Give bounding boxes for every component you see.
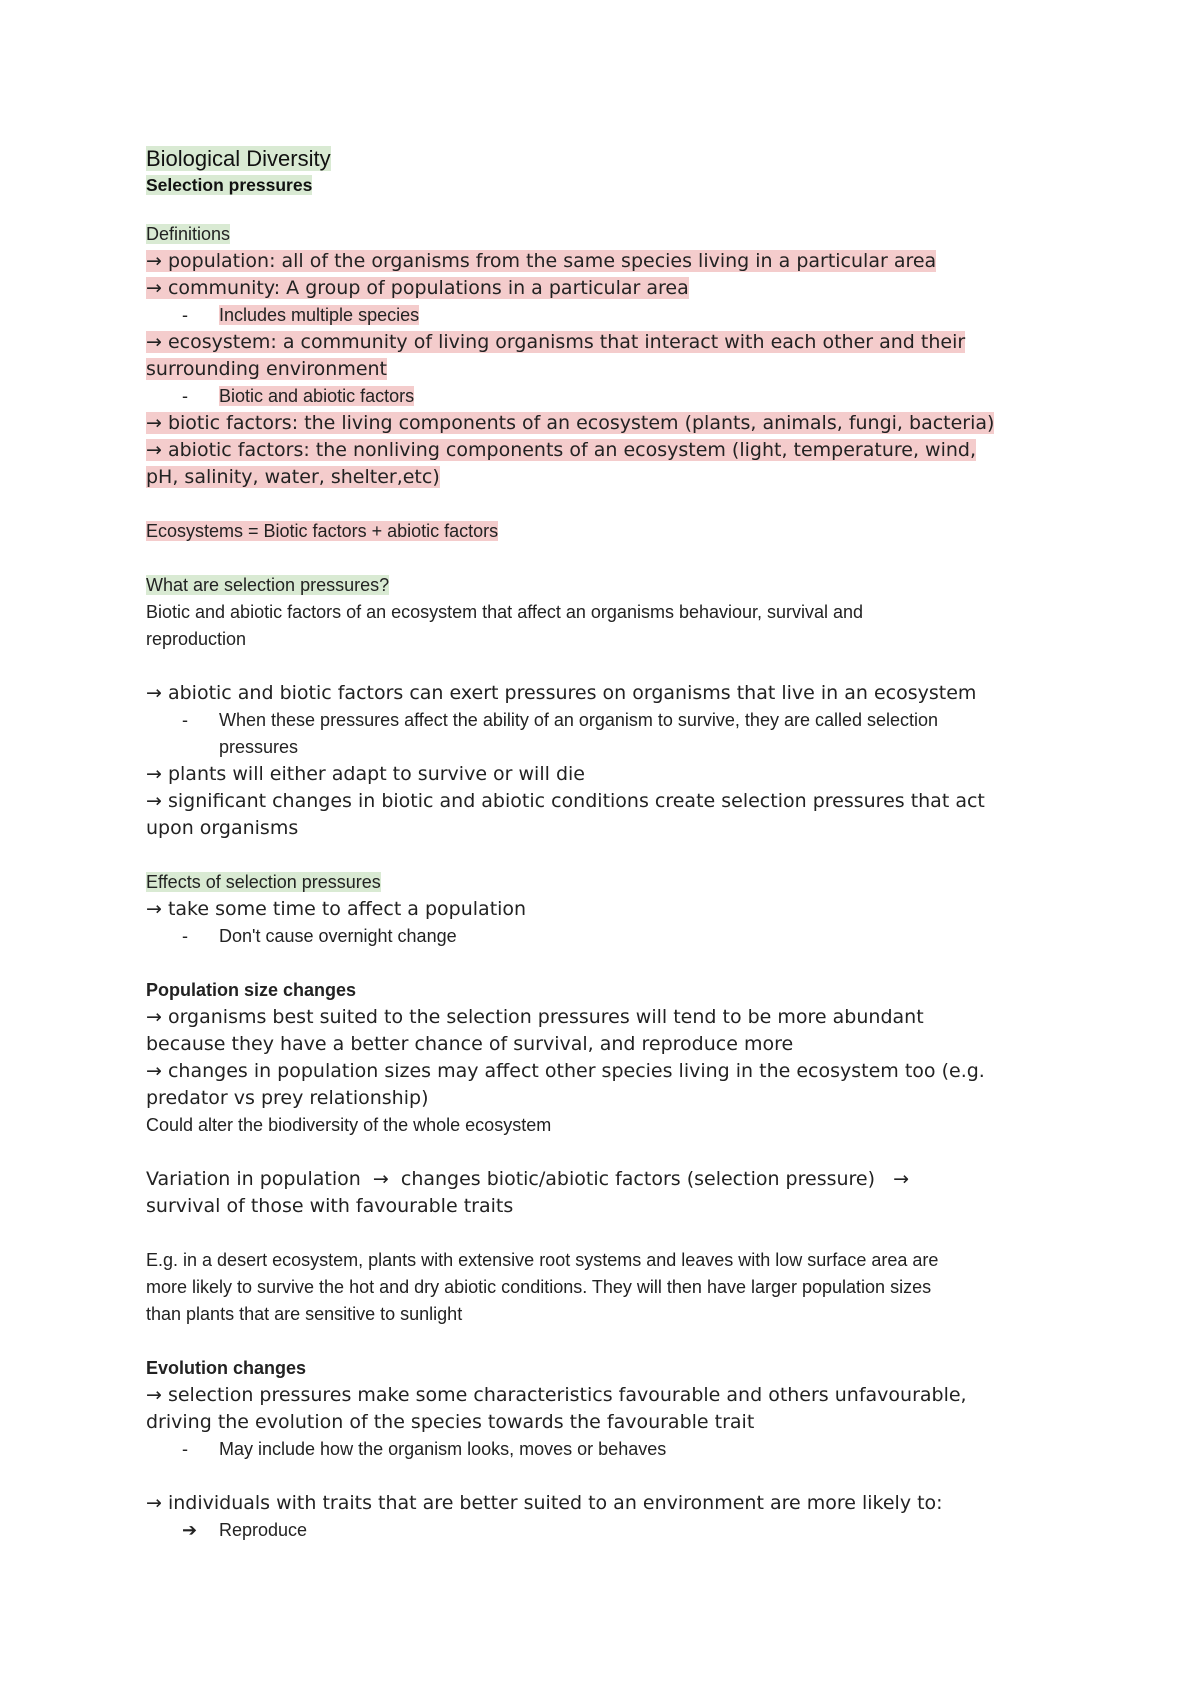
effects-time: → take some time to affect a population [146, 898, 527, 920]
significant-line-cont: upon organisms [146, 817, 299, 839]
variation-line-cont: survival of those with favourable traits [146, 1195, 514, 1217]
document-title: Biological Diversity [146, 146, 331, 171]
dash-marker: - [182, 1439, 188, 1459]
what-text-cont: reproduction [146, 629, 247, 649]
dash-marker: - [182, 305, 188, 325]
individuals-line: → individuals with traits that are better suited to an environment are more likely to: [146, 1492, 943, 1514]
section-title: Selection pressures [146, 175, 313, 195]
ecosystems-equation: Ecosystems = Biotic factors + abiotic factors [146, 521, 499, 541]
popsize-heading: Population size changes [146, 980, 357, 1000]
example-line: E.g. in a desert ecosystem, plants with extensive root systems and leaves with low surface area are [146, 1250, 939, 1270]
arrow-list-item: ➔ Reproduce [146, 1517, 1066, 1544]
what-text: Biotic and abiotic factors of an ecosystem that affect an organisms behaviour, survival and [146, 602, 864, 622]
document-page [146, 145, 1066, 1544]
def-abiotic-cont: pH, salinity, water, shelter,etc) [146, 466, 440, 488]
popsize-line: → organisms best suited to the selection pressures will tend to be more abundant [146, 1006, 924, 1028]
significant-line: → significant changes in biotic and abiotic conditions create selection pressures that act [146, 790, 985, 812]
definitions-heading: Definitions [146, 224, 231, 244]
bullet-item: - When these pressures affect the ability of an organism to survive, they are called selection [146, 707, 1066, 734]
example-line: than plants that are sensitive to sunlight [146, 1304, 463, 1324]
def-population: → population: all of the organisms from the same species living in a particular area [146, 250, 937, 272]
bullet-item: - Biotic and abiotic factors [146, 383, 1066, 410]
variation-line: Variation in population → changes biotic/abiotic factors (selection pressure) → [146, 1168, 910, 1190]
def-biotic: → biotic factors: the living components of an ecosystem (plants, animals, fungi, bacteria) [146, 412, 995, 434]
exert-line: → abiotic and biotic factors can exert pressures on organisms that live in an ecosystem [146, 682, 977, 704]
bullet-item: - Includes multiple species [146, 302, 1066, 329]
def-community: → community: A group of populations in a particular area [146, 277, 689, 299]
example-line: more likely to survive the hot and dry abiotic conditions. They will then have larger population sizes [146, 1277, 932, 1297]
bullet-item: - May include how the organism looks, moves or behaves [146, 1436, 1066, 1463]
bullet-item: - Don't cause overnight change [146, 923, 1066, 950]
adapt-line: → plants will either adapt to survive or will die [146, 763, 585, 785]
popsize-line-cont: because they have a better chance of survival, and reproduce more [146, 1033, 794, 1055]
effects-heading: Effects of selection pressures [146, 872, 381, 892]
arrow-bullet-icon: ➔ [182, 1520, 198, 1540]
evolution-line-cont: driving the evolution of the species towards the favourable trait [146, 1411, 755, 1433]
bullet-item-cont: pressures [219, 737, 299, 757]
popsize-note: Could alter the biodiversity of the whole ecosystem [146, 1115, 552, 1135]
dash-marker: - [182, 710, 188, 730]
def-abiotic: → abiotic factors: the nonliving components of an ecosystem (light, temperature, wind, [146, 439, 976, 461]
dash-marker: - [182, 386, 188, 406]
def-ecosystem-cont: surrounding environment [146, 358, 388, 380]
def-ecosystem: → ecosystem: a community of living organisms that interact with each other and their [146, 331, 966, 353]
popsize-line-cont: predator vs prey relationship) [146, 1087, 429, 1109]
evolution-line: → selection pressures make some characteristics favourable and others unfavourable, [146, 1384, 967, 1406]
what-heading: What are selection pressures? [146, 575, 390, 595]
popsize-line: → changes in population sizes may affect other species living in the ecosystem too (e.g. [146, 1060, 985, 1082]
evolution-heading: Evolution changes [146, 1358, 307, 1378]
dash-marker: - [182, 926, 188, 946]
